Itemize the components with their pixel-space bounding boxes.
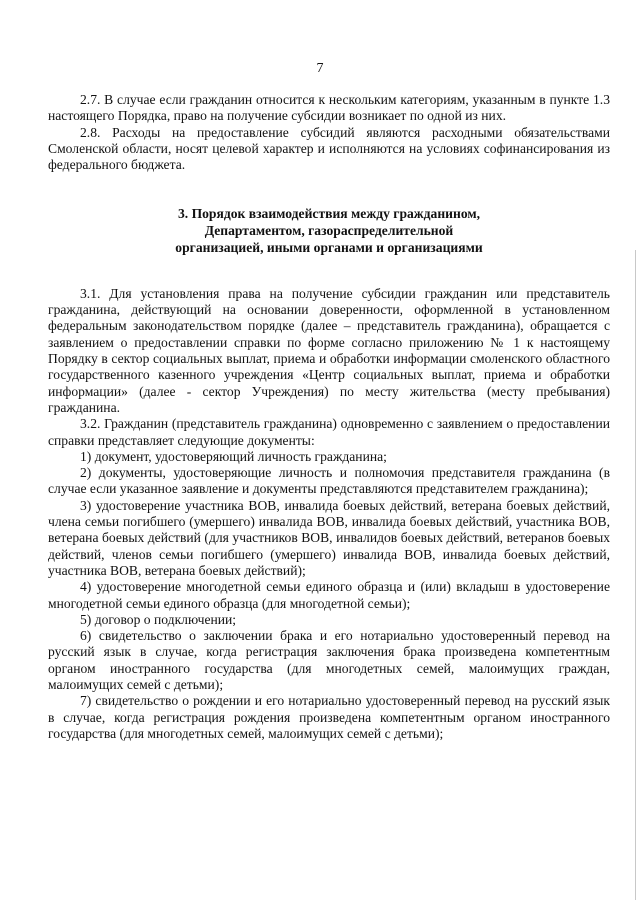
list-item-6: 6) свидетельство о заключении брака и его нотариально удостоверенный перевод на русский язык в случае, когда регистрация заключения брака произведена компетентным органом иностранного государства (для многодетных семей, малоимущих граждан, малоимущих семей с детьми); xyxy=(48,628,610,692)
list-item-4: 4) удостоверение многодетной семьи единого образца и (или) вкладыш в удостоверение многодетной семьи единого образца (для многодетной семьи); xyxy=(48,579,610,611)
list-item-5: 5) договор о подключении; xyxy=(80,611,237,627)
paragraph-2-8: 2.8. Расходы на предоставление субсидий являются расходными обязательствами Смоленской области, носят целевой характер и исполняются на условиях софинансирования из федерального бюджета. xyxy=(48,124,610,173)
document-body xyxy=(48,92,610,742)
paragraph-3-1: 3.1. Для установления права на получение субсидии гражданин или представитель гражданина, действующий на основании доверенности, оформленной в установленном федеральным законодательством порядке (далее – представитель гражданина), обращается с заявлением о предоставлении справки по форме согласно приложению № 1 к настоящему Порядку в сектор социальных выплат, приема и обработки информации смоленского областного государственного казенного учреждения «Центр социальных выплат, приема и обработки информации» (далее - сектор Учреждения) по месту жительства (месту пребывания) гражданина. xyxy=(48,285,610,415)
page-number: 7 xyxy=(316,61,324,76)
section-3-heading xyxy=(48,206,610,256)
section-heading-line: организацией, иными органами и организациями xyxy=(175,240,483,256)
paragraph-2-7: 2.7. В случае если гражданин относится к нескольким категориям, указанным в пункте 1.3 настоящего Порядка, право на получение субсидии возникает по одной из них. xyxy=(48,92,610,124)
list-item-2: 2) документы, удостоверяющие личность и полномочия представителя гражданина (в случае если указанное заявление и документы представляются представителем гражданина); xyxy=(48,465,610,497)
section-heading-line: 3. Порядок взаимодействия между гражданином, xyxy=(177,206,481,222)
list-item-1: 1) документ, удостоверяющий личность гражданина; xyxy=(80,448,387,464)
list-item-3: 3) удостоверение участника ВОВ, инвалида боевых действий, ветерана боевых действий, члена семьи погибшего (умершего) инвалида ВОВ, инвалида боевых действий, участника ВОВ, ветерана боевых действий (для участников ВОВ, инвалидов боевых действий, ветеранов боевых действий, членов семьи погибшего (умершего) инвалида ВОВ, инвалида боевых действий, участника ВОВ, ветерана боевых действий); xyxy=(48,497,610,578)
list-item-7: 7) свидетельство о рождении и его нотариально удостоверенный перевод на русский язык в случае, когда регистрация рождения произведена компетентным органом иностранного государства (для многодетных семей, малоимущих семей с детьми); xyxy=(48,693,610,741)
scan-edge-line xyxy=(635,250,636,900)
section-heading-line: Департаментом, газораспределительной xyxy=(204,223,454,239)
paragraph-3-2: 3.2. Гражданин (представитель гражданина) одновременно с заявлением о предоставлении справки представляет следующие документы: xyxy=(48,416,610,448)
